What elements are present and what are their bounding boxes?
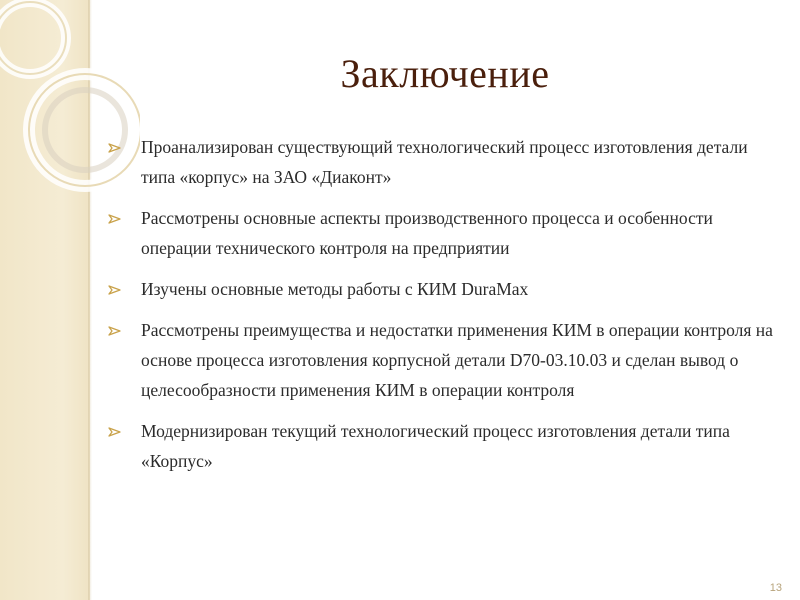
list-item-text: Модернизирован текущий технологический процесс изготовления детали типа «Корпус» xyxy=(141,421,730,471)
slide-title: Заключение xyxy=(340,51,550,96)
list-item-text: Проанализирован существующий технологический процесс изготовления детали типа «корпус» на ЗАО «Диаконт» xyxy=(141,137,748,187)
list-item-text: Рассмотрены основные аспекты производственного процесса и особенности операции технического контроля на предприятии xyxy=(141,208,713,258)
list-item xyxy=(108,416,778,476)
arrow-bullet-icon xyxy=(108,143,122,153)
list-item-text: Рассмотрены преимущества и недостатки применения КИМ в операции контроля на основе процесса изготовления корпусной детали D70-03.10.03 и сделан вывод о целесообразности применения КИМ в операции контроля xyxy=(141,320,773,400)
arrow-bullet-icon xyxy=(108,285,122,295)
list-item-text: Изучены основные методы работы с КИМ DuraMax xyxy=(141,279,529,299)
conclusion-list xyxy=(108,132,778,487)
page-number: 13 xyxy=(769,582,782,594)
list-item xyxy=(108,132,778,192)
arrow-bullet-icon xyxy=(108,326,122,336)
list-item xyxy=(108,203,778,263)
arrow-bullet-icon xyxy=(108,427,122,437)
list-item xyxy=(108,274,778,304)
arrow-bullet-icon xyxy=(108,214,122,224)
list-item xyxy=(108,315,778,405)
